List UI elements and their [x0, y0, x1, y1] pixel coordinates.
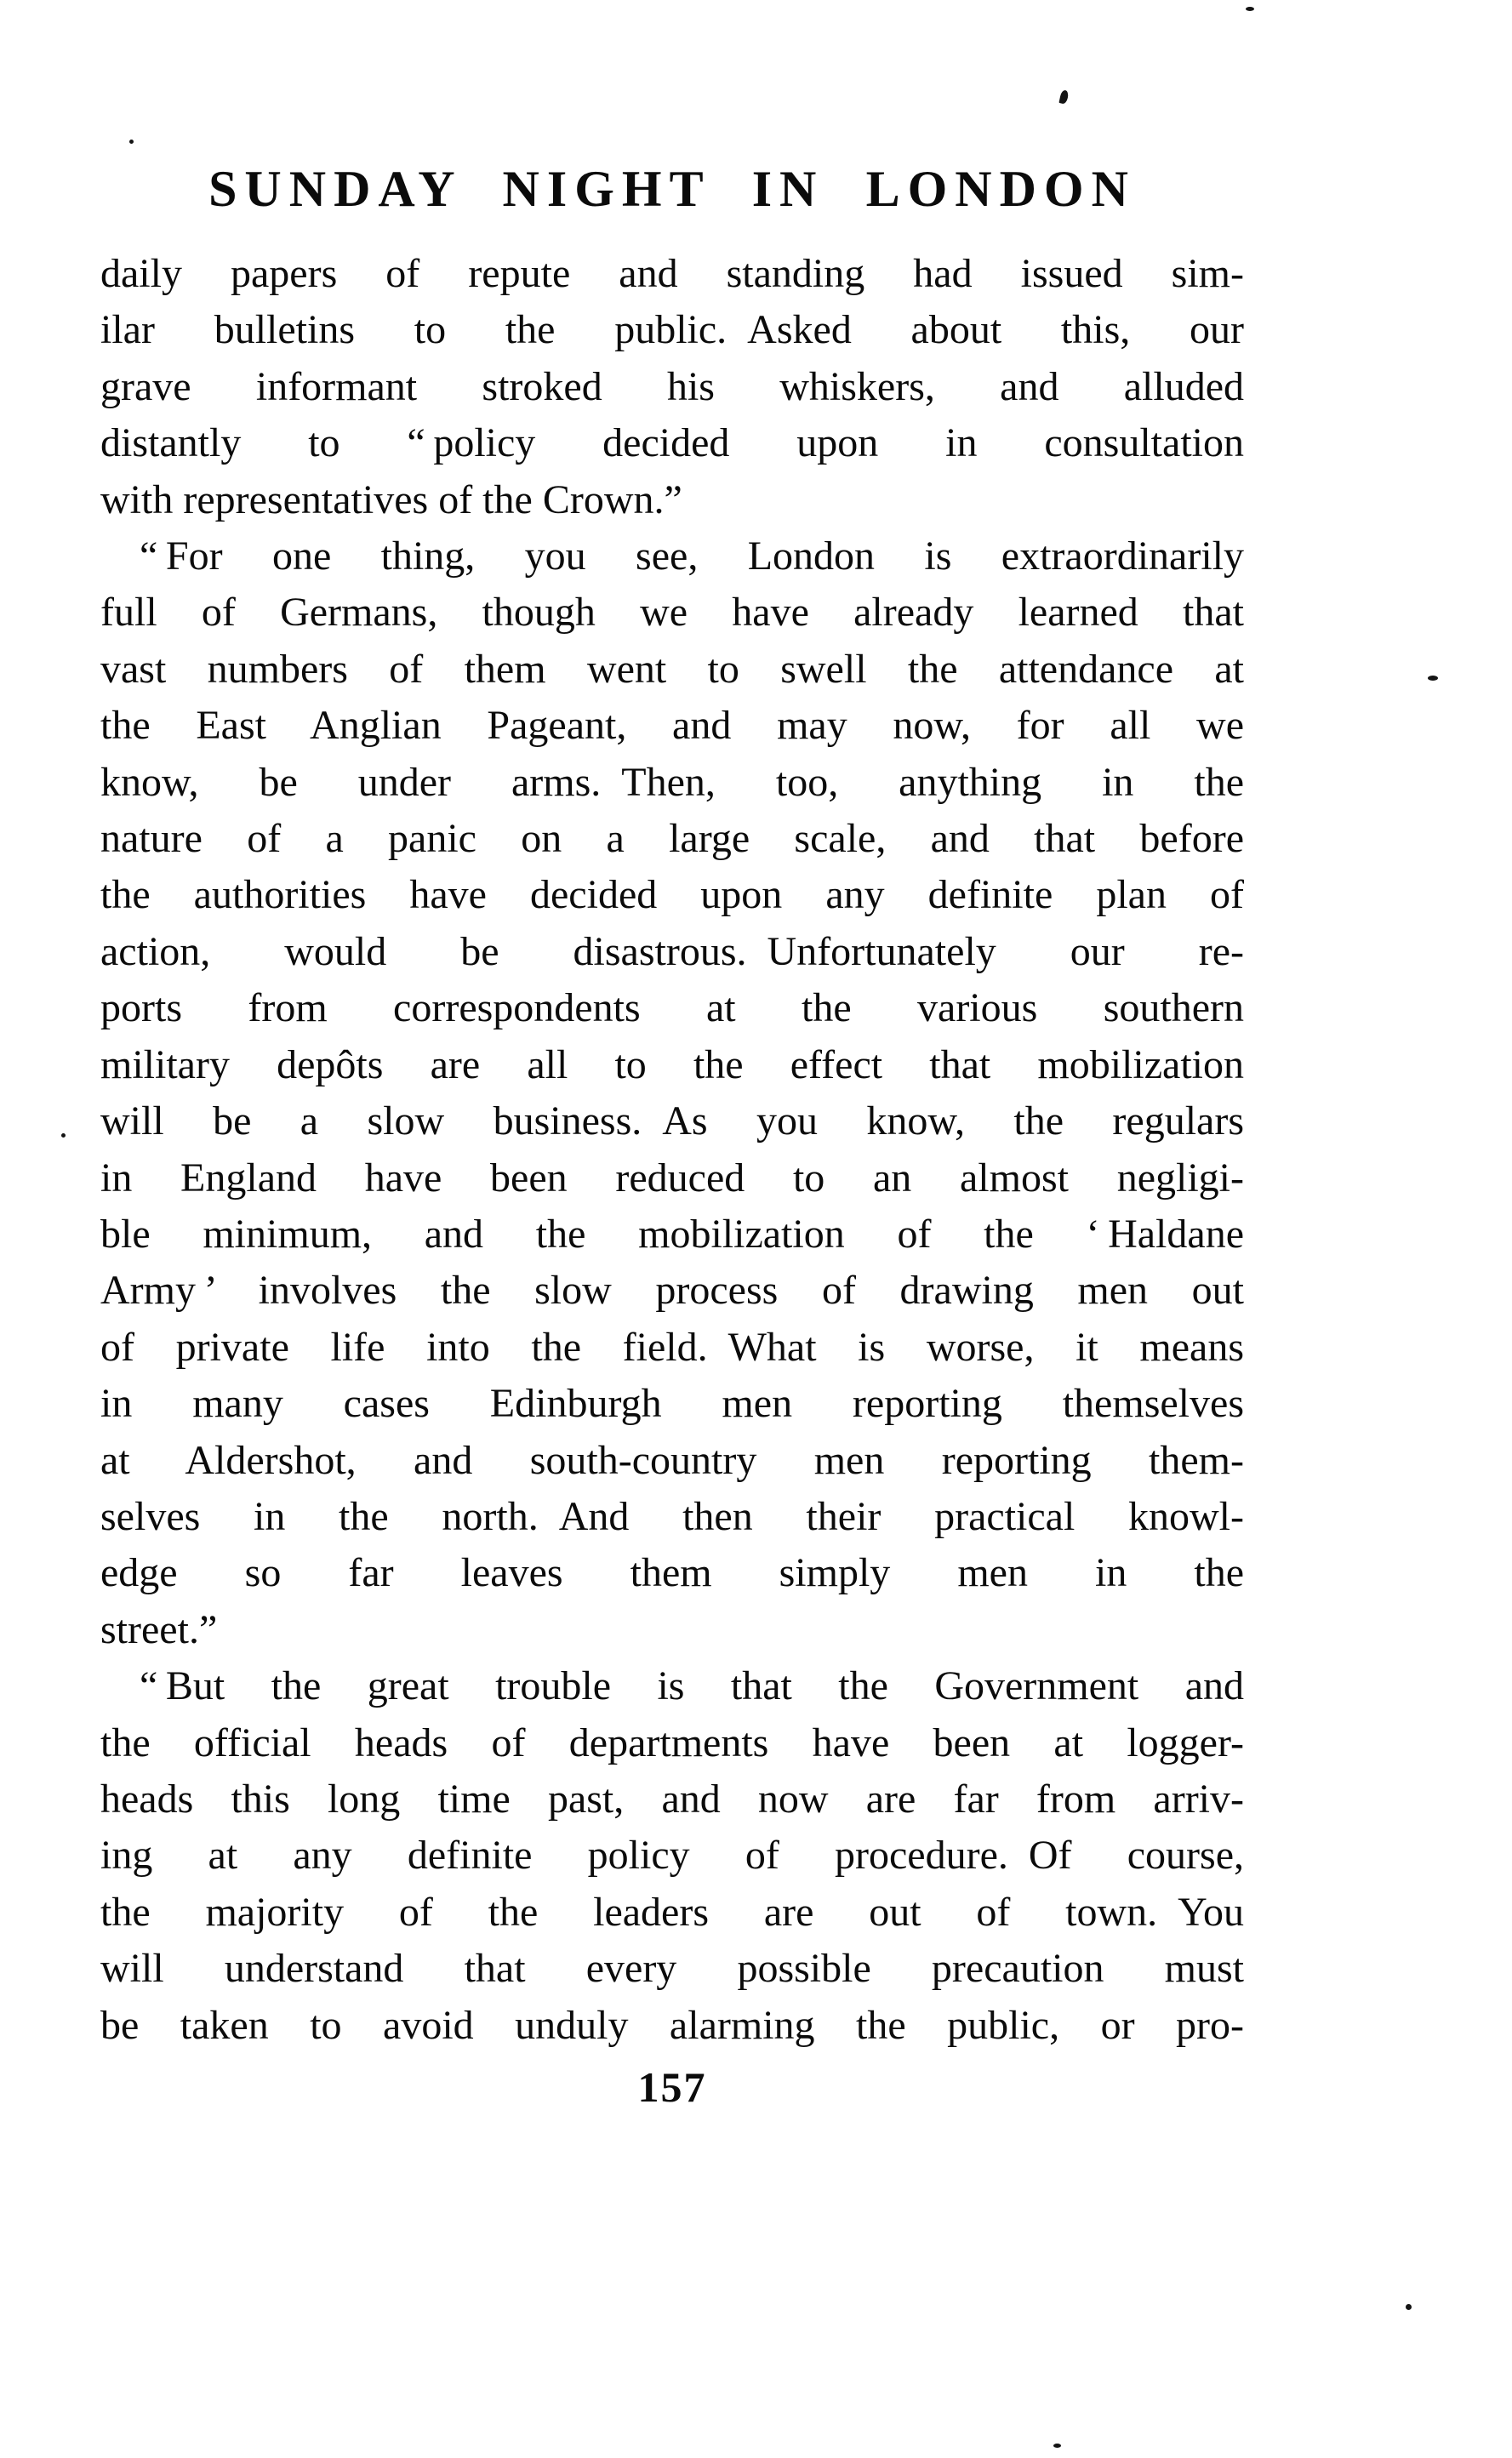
text-line: full of Germans, though we have already learned that	[100, 590, 1244, 636]
ink-speck	[1428, 676, 1438, 681]
text-line: of private life into the field. What is worse, it means	[100, 1324, 1244, 1370]
text-line: edge so far leaves them simply men in the	[100, 1550, 1244, 1596]
text-line: know, be under arms. Then, too, anything in the	[100, 759, 1244, 805]
text-line: the authorities have decided upon any definite plan of	[100, 872, 1244, 918]
text-line: ports from correspondents at the various southern	[100, 985, 1244, 1031]
text-line: grave informant stroked his whiskers, and alluded	[100, 363, 1244, 409]
ink-speck	[1053, 2444, 1061, 2448]
ink-speck	[1406, 2304, 1412, 2310]
page-title: SUNDAY NIGHT IN LONDON	[208, 161, 1136, 217]
text-line: Army ’ involves the slow process of drawing men out	[100, 1268, 1244, 1314]
text-line: ilar bulletins to the public. Asked about this, our	[100, 307, 1244, 353]
text-line: daily papers of repute and standing had issued sim-	[100, 251, 1244, 296]
text-line: nature of a panic on a large scale, and that before	[100, 816, 1244, 862]
text-line: be taken to avoid unduly alarming the public, or pro-	[100, 2002, 1244, 2048]
text-line: ble minimum, and the mobilization of the ‘ Haldane	[100, 1211, 1244, 1257]
text-line: ing at any definite policy of procedure. Of course,	[100, 1833, 1244, 1879]
page-number: 157	[637, 2063, 707, 2111]
text-line: distantly to “ policy decided upon in consultation	[100, 420, 1244, 466]
text-line: with representatives of the Crown.”	[100, 476, 682, 522]
text-line: the East Anglian Pageant, and may now, for all we	[100, 703, 1244, 749]
text-line: “ But the great trouble is that the Government and	[140, 1663, 1244, 1709]
ink-speck	[1058, 89, 1069, 105]
text-line: the majority of the leaders are out of town. You	[100, 1889, 1244, 1935]
text-line: “ For one thing, you see, London is extraordinarily	[140, 533, 1244, 579]
text-line: the official heads of departments have been at logger-	[100, 1719, 1244, 1765]
text-line: heads this long time past, and now are far from arriv-	[100, 1776, 1244, 1822]
text-line: selves in the north. And then their practical knowl-	[100, 1493, 1244, 1539]
ink-speck	[61, 1133, 66, 1138]
body-text	[100, 246, 1244, 2054]
text-line: in England have been reduced to an almost negligi-	[100, 1155, 1244, 1200]
text-line: in many cases Edinburgh men reporting themselves	[100, 1381, 1244, 1427]
text-line: street.”	[100, 1606, 218, 1652]
text-line: military depôts are all to the effect that mobilization	[100, 1041, 1244, 1087]
text-line: action, would be disastrous. Unfortunately our re-	[100, 928, 1244, 974]
ink-speck	[129, 140, 134, 144]
text-line: will understand that every possible precaution must	[100, 1946, 1244, 1992]
ink-speck	[1246, 7, 1254, 11]
text-line: vast numbers of them went to swell the attendance at	[100, 646, 1244, 692]
text-line: at Aldershot, and south-country men reporting them-	[100, 1437, 1244, 1483]
text-line: will be a slow business. As you know, the regulars	[100, 1098, 1244, 1144]
